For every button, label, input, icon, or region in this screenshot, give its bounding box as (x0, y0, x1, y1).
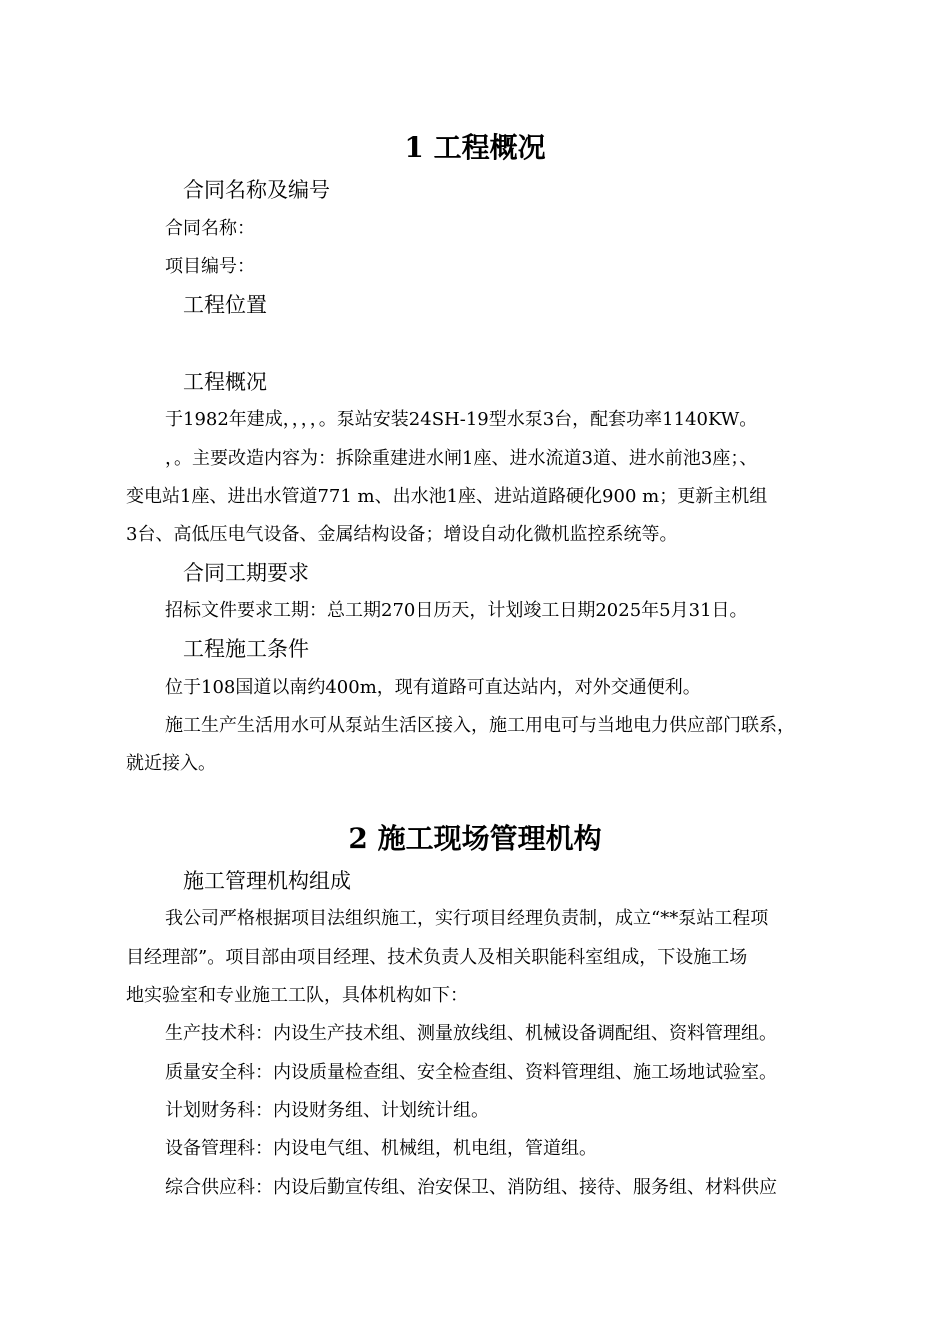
location-heading: 工程位置 (183, 293, 267, 317)
overview-line: 变电站1座、进出水管道771 m、出水池1座、进站道路硬化900 m；更新主机组 (126, 486, 768, 507)
conditions-line: 就近接入。 (126, 753, 216, 774)
project-number-label: 项目编号： (165, 256, 255, 277)
organization-line: 计划财务科：内设财务组、计划统计组。 (165, 1100, 489, 1121)
organization-line: 设备管理科：内设电气组、机械组，机电组，管道组。 (165, 1138, 597, 1159)
overview-line: 于1982年建成，，，，。泵站安装24SH-19型水泵3台，配套功率1140KW。 (165, 409, 758, 430)
overview-line: 3台、高低压电气设备、金属结构设备；增设自动化微机监控系统等。 (126, 524, 678, 545)
conditions-heading: 工程施工条件 (183, 637, 309, 661)
organization-line: 质量安全科：内设质量检查组、安全检查组、资料管理组、施工场地试验室。 (165, 1062, 777, 1083)
overview-line: ，。主要改造内容为：拆除重建进水闸1座、进水流道3道、进水前池3座；、 (165, 448, 758, 469)
schedule-heading: 合同工期要求 (183, 561, 309, 585)
organization-line: 目经理部”。项目部由项目经理、技术负责人及相关职能科室组成，下设施工场 (126, 947, 748, 968)
conditions-line: 位于108国道以南约400m，现有道路可直达站内，对外交通便利。 (165, 677, 701, 698)
schedule-line: 招标文件要求工期：总工期270日历天，计划竣工日期2025年5月31日。 (165, 600, 748, 621)
organization-line: 地实验室和专业施工工队，具体机构如下： (126, 985, 468, 1006)
section-2-heading: 2 施工现场管理机构 (348, 822, 602, 855)
section-1-heading: 1 工程概况 (404, 131, 546, 164)
conditions-line: 施工生产生活用水可从泵站生活区接入，施工用电可与当地电力供应部门联系， (165, 715, 795, 736)
contract-name-label: 合同名称： (165, 218, 255, 239)
organization-line: 生产技术科：内设生产技术组、测量放线组、机械设备调配组、资料管理组。 (165, 1023, 777, 1044)
organization-heading: 施工管理机构组成 (183, 869, 351, 893)
organization-line: 我公司严格根据项目法组织施工，实行项目经理负责制，成立“**泵站工程项 (165, 908, 769, 929)
overview-heading: 工程概况 (183, 370, 267, 394)
organization-line: 综合供应科：内设后勤宣传组、治安保卫、消防组、接待、服务组、材料供应 (165, 1177, 777, 1198)
contract-heading: 合同名称及编号 (183, 178, 330, 202)
